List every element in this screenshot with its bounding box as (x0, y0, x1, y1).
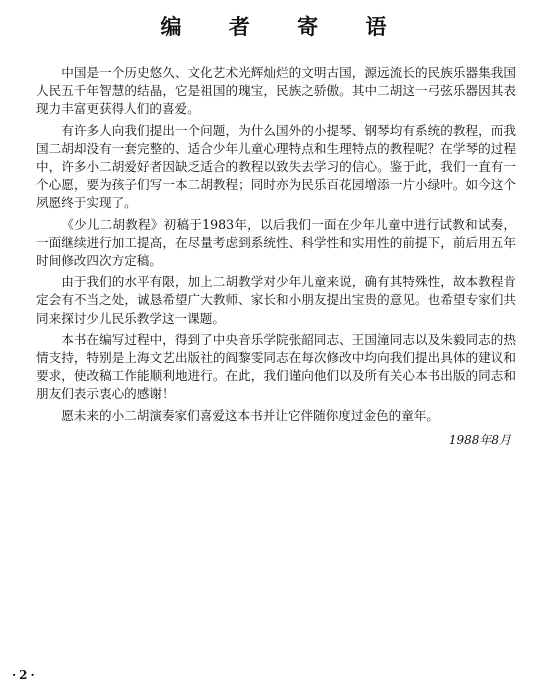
paragraph-acknowledgements: 本书在编写过程中，得到了中央音乐学院张韶同志、王国潼同志以及朱毅同志的热情支持，特别是上海文艺出版社的阎黎雯同志在每次修改中均向我们提出具体的建议和要求，使改稿工作能顺利地进行。在此，我们谨向他们以及所有关心本书出版的同志和朋友们表示衷心的感谢！ (36, 331, 516, 402)
paragraph-limitations: 由于我们的水平有限，加上二胡教学对少年儿童来说，确有其特殊性，故本教程肯定会有不当之处，诚恳希望广大教师、家长和小朋友提出宝贵的意见。也希望专家们共同来探讨少儿民乐教学这一课题。 (36, 274, 516, 326)
paragraph-intro: 中国是一个历史悠久、文化艺术光辉灿烂的文明古国，源远流长的民族乐器集我国人民五千年智慧的结晶，它是祖国的瑰宝，民族之骄傲。其中二胡这一弓弦乐器因其表现力丰富更获得人们的喜爱。 (36, 65, 516, 117)
date: 1988年8月 (448, 433, 511, 447)
paragraph-question: 有许多人向我们提出一个问题，为什么国外的小提琴、钢琴均有系统的教程，而我国二胡却没有一套完整的、适合少年儿童心理特点和生理特点的教程呢？在学琴的过程中，许多小二胡爱好者因缺乏适合的教程以致失去学习的信心。鉴于此，我们一直有一个心愿，要为孩子们写一本二胡教程；同时亦为民乐百花园增添一片小绿叶。如今这个夙愿终于实现了。 (36, 122, 516, 211)
page-title: 编 者 寄 语 (160, 14, 407, 39)
body-text (36, 64, 516, 428)
paragraph-history: 《少儿二胡教程》初稿于1983年，以后我们一面在少年儿童中进行试教和试奏，一面继续进行加工提高，在尽量考虑到系统性、科学性和实用性的前提下，前后用五年时间修改四次方定稿。 (36, 216, 516, 269)
paragraph-closing: 愿未来的小二胡演奏家们喜爱这本书并让它伴随你度过金色的童年。 (61, 407, 439, 423)
page-number: ·2· (12, 668, 38, 682)
